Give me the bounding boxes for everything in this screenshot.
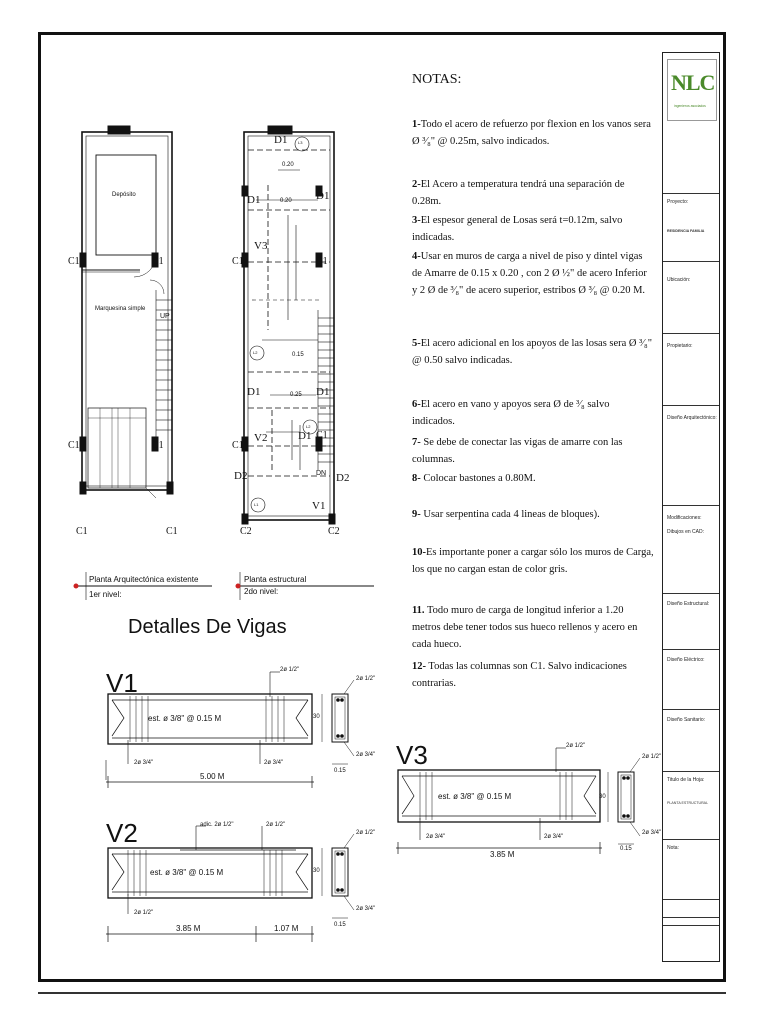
beam-v3-section-width: 0.15 — [620, 846, 632, 852]
tb-proyecto-label: Proyecto: — [667, 199, 689, 205]
note-item — [412, 396, 654, 430]
beam-v3-top-bars: 2ø 1/2" — [566, 743, 586, 749]
beam-v1-section-top: 2ø 1/2" — [356, 676, 376, 682]
logo-subtitle: ingenieros asociados — [674, 104, 706, 108]
note-text: Todas las columnas son C1. Salvo indicaciones contrarias. — [412, 661, 627, 689]
beam-v2-section-height: 30 — [313, 868, 320, 874]
beam-v1-plan-label: V1 — [312, 500, 326, 512]
structural-plan — [242, 126, 335, 524]
column-c2-label: C2 — [328, 526, 340, 537]
note-number: 4- — [412, 251, 421, 262]
column-label: C1 — [76, 526, 88, 537]
note-item — [412, 544, 654, 578]
beam-v2-plan-label: V2 — [254, 432, 268, 444]
beam-v1-section-height: 30 — [313, 714, 320, 720]
beam-v1-bottom-bars: 2ø 3/4" — [134, 760, 154, 766]
note-text: El Acero a temperatura tendrá una separación de 0.28m. — [412, 179, 625, 207]
beam-v3-bottom-bars: 2ø 3/4" — [426, 834, 446, 840]
spacing-label: 0.20 — [280, 198, 292, 204]
title-block — [662, 52, 720, 962]
note-item — [412, 335, 654, 369]
beam-v1-label: V1 — [106, 668, 138, 698]
note-item — [412, 212, 654, 246]
column-label: C1 — [316, 430, 328, 441]
beam-v3-section-bottom: 2ø 3/4" — [642, 830, 662, 836]
spacing-label: 0.20 — [282, 162, 294, 168]
note-number: 3- — [412, 215, 421, 226]
beam-v2-section-width: 0.15 — [334, 922, 346, 928]
tb-notas-label: Nota: — [667, 845, 679, 851]
beam-v3-section-top: 2ø 1/2" — [642, 754, 662, 760]
struct-plan-caption: Planta estructural — [244, 575, 307, 584]
beam-v2-bottom-bars: 2ø 1/2" — [134, 910, 154, 916]
tb-diseno-elec-label: Diseño Eléctrico: — [667, 657, 705, 663]
tb-diseno-sani-label: Diseño Sanitario: — [667, 717, 706, 723]
beam-v2-length-2: 1.07 M — [274, 924, 299, 933]
beam-v1-top-bars: 2ø 1/2" — [280, 667, 300, 673]
note-text: Colocar bastones a 0.80M. — [420, 473, 536, 484]
slab-l2-tag: L2 — [253, 350, 258, 355]
beam-d2-label: D2 — [336, 472, 350, 484]
tb-ubicacion-label: Ubicación: — [667, 277, 691, 283]
note-item — [412, 434, 654, 468]
note-text: El espesor general de Losas será t=0.12m, salvo indicadas. — [412, 215, 623, 243]
tb-modificaciones-label: Modificaciones: — [667, 515, 702, 521]
beam-v2-section-top: 2ø 1/2" — [356, 830, 376, 836]
note-number: 1- — [412, 119, 421, 130]
note-item — [412, 470, 654, 487]
beam-d1-label: D1 — [316, 190, 330, 202]
note-item — [412, 176, 654, 210]
column-label: C1 — [166, 526, 178, 537]
column-label: C1 — [232, 440, 244, 451]
tb-titulo-value: PLANTA ESTRUCTURAL — [667, 801, 709, 805]
arch-plan-level: 1er nivel: — [89, 590, 122, 599]
notes-title: NOTAS: — [412, 72, 462, 87]
beam-v1-section-bottom: 2ø 3/4" — [356, 752, 376, 758]
note-text: Es importante poner a cargar sólo los muros de Carga, los que no cargan estan de color gris. — [412, 547, 654, 575]
column-label: C1 — [232, 256, 244, 267]
spacing-label: 0.15 — [292, 352, 304, 358]
beam-v1-length: 5.00 M — [200, 772, 225, 781]
tb-proyecto-value: RESIDENCIA FAMILIA — [667, 229, 705, 233]
beam-v3-section-height: 30 — [599, 794, 606, 800]
note-text: El acero en vano y apoyos sera Ø de ³⁄₈ salvo indicados. — [412, 399, 610, 427]
note-text: Usar en muros de carga a nivel de piso y dintel vigas de Amarre de 0.15 x 0.20 , con 2 Ø ½" de acero Inferior y 2 Ø de ³⁄₈" de acero superior, estribos Ø ³⁄₈ @ 0.20 M. — [412, 251, 647, 296]
beam-v2-label: V2 — [106, 818, 138, 848]
struct-plan-level: 2do nivel: — [244, 587, 279, 596]
beam-d1-label: D1 — [316, 386, 330, 398]
beam-v2-length-1: 3.85 M — [176, 924, 201, 933]
slab-l3-tag: L3 — [298, 140, 303, 145]
note-text: Todo el acero de refuerzo por flexion en los vanos sera Ø ³⁄₈" @ 0.25m, salvo indicados. — [412, 119, 651, 147]
column-c2-label: C2 — [240, 526, 252, 537]
note-text: Usar serpentina cada 4 lineas de bloques). — [420, 509, 600, 520]
note-number: 9- — [412, 509, 421, 520]
beam-v3-plan-label: V3 — [254, 240, 268, 252]
note-item — [412, 116, 654, 150]
beam-v1-section-width: 0.15 — [334, 768, 346, 774]
column-label: C1 — [316, 256, 328, 267]
slab-l2-tag: L2 — [306, 424, 311, 429]
spacing-label: 0.25 — [290, 392, 302, 398]
beam-v1-bottom-bars: 2ø 3/4" — [264, 760, 284, 766]
note-number: 6- — [412, 399, 421, 410]
beam-v1-stirrups: est. ø 3/8" @ 0.15 M — [148, 714, 222, 723]
note-text: Se debe de conectar las vigas de amarre con las columnas. — [412, 437, 623, 465]
stair-up-label: UP — [160, 313, 170, 320]
tb-dibujo-label: Dibujos en CAD: — [667, 529, 704, 535]
logo-text: NLC — [671, 70, 715, 95]
note-number: 7- — [412, 437, 421, 448]
arch-plan-caption: Planta Arquitectónica existente — [89, 575, 199, 584]
note-text: Todo muro de carga de longitud inferior a 1.20 metros debe tener todos sus hueco rellenos y acero en cada hueco. — [412, 605, 638, 650]
room-marquesina-label: Marquesina simple — [95, 306, 146, 312]
beam-v2-drawing — [106, 826, 354, 942]
note-item — [412, 602, 654, 653]
beam-d1-label: D1 — [247, 194, 261, 206]
column-label: C1 — [68, 440, 80, 451]
beam-d1-label: D1 — [298, 430, 312, 442]
note-number: 10- — [412, 547, 426, 558]
details-title: Detalles De Vigas — [128, 616, 287, 638]
beam-v3-label: V3 — [396, 740, 428, 770]
beam-v2-additional-bars: adic. 2ø 1/2" — [200, 822, 234, 828]
note-text: El acero adicional en los apoyos de las losas sera Ø ³⁄₈" @ 0.50 salvo indicadas. — [412, 338, 652, 366]
beam-v3-bottom-bars: 2ø 3/4" — [544, 834, 564, 840]
tb-diseno-arq-label: Diseño Arquitectónico: — [667, 415, 717, 421]
beam-v2-section-bottom: 2ø 3/4" — [356, 906, 376, 912]
note-number: 8- — [412, 473, 421, 484]
column-label: C1 — [152, 440, 164, 451]
beam-v2-top-bars: 2ø 1/2" — [266, 822, 286, 828]
company-logo — [667, 59, 717, 121]
note-item — [412, 506, 654, 523]
beam-d1-label: D1 — [274, 134, 288, 146]
beam-d2-label: D2 — [234, 470, 248, 482]
note-number: 5- — [412, 338, 421, 349]
column-label: C1 — [152, 256, 164, 267]
beam-v3-length: 3.85 M — [490, 850, 515, 859]
tb-propietario-label: Propietario: — [667, 343, 693, 349]
slab-l1-tag: L1 — [254, 502, 259, 507]
note-item — [412, 248, 654, 299]
tb-titulo-label: Titulo de la Hoja: — [667, 777, 705, 783]
tb-diseno-est-label: Diseño Estructural: — [667, 601, 710, 607]
column-label: C1 — [68, 256, 80, 267]
note-number: 2- — [412, 179, 421, 190]
note-item — [412, 658, 654, 692]
beam-v3-stirrups: est. ø 3/8" @ 0.15 M — [438, 792, 512, 801]
beam-v1-drawing — [106, 672, 354, 788]
beam-d1-label: D1 — [247, 386, 261, 398]
note-number: 11. — [412, 605, 425, 616]
note-number: 12- — [412, 661, 426, 672]
room-deposito-label: Depósito — [112, 192, 136, 198]
stair-down-label: DN — [316, 470, 327, 477]
beam-v2-stirrups: est. ø 3/8" @ 0.15 M — [150, 868, 224, 877]
